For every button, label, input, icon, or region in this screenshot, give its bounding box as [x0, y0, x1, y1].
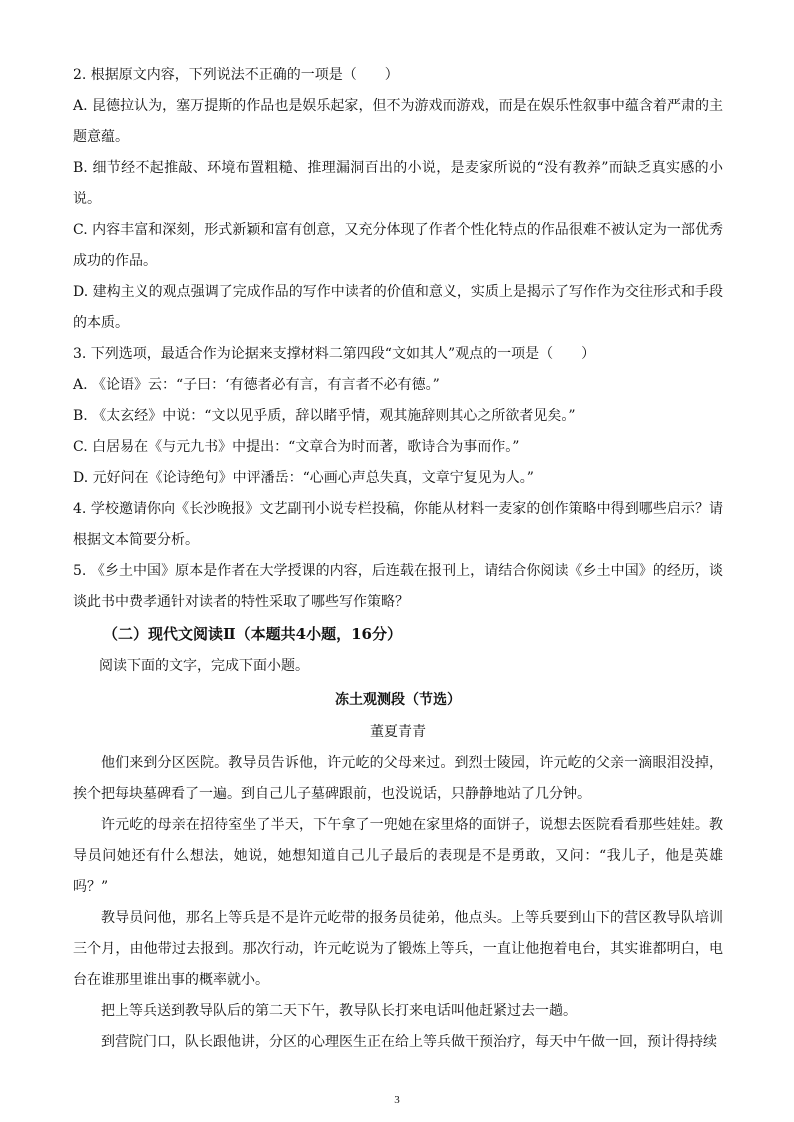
question-3-option-d: D. 元好问在《论诗绝句》中评潘岳：“心画心声总失真，文章宁复见为人。” — [73, 470, 534, 486]
page-number: 3 — [394, 1094, 400, 1106]
passage-title: 冻土观测段（节选） — [335, 692, 461, 708]
passage-paragraph: 到营院门口，队长跟他讲，分区的心理医生正在给上等兵做干预治疗，每天中午做一回，预计得持续 — [101, 1034, 717, 1050]
question-2-stem: 2. 根据原文内容，下列说法不正确的一项是（ ） — [73, 67, 399, 83]
question-3-stem: 3. 下列选项，最适合作为论据来支撑材料二第四段“文如其人”观点的一项是（ ） — [73, 346, 596, 362]
question-3-option-c: C. 白居易在《与元九书》中提出：“文章合为时而著，歌诗合为事而作。” — [73, 439, 520, 455]
passage-author: 董夏青青 — [370, 724, 426, 740]
section-instruction: 阅读下面的文字，完成下面小题。 — [99, 658, 309, 674]
question-2 — [73, 60, 723, 339]
question-4: 4. 学校邀请你向《长沙晚报》文艺副刊小说专栏投稿，你能从材料一麦家的创作策略中得到哪些启示？请根据文本简要分析。 — [73, 501, 723, 548]
passage-paragraph: 许元屹的母亲在招待室坐了半天，下午拿了一兜她在家里烙的面饼子，说想去医院看看那些娃娃。教导员问她还有什么想法，她说，她想知道自己儿子最后的表现是不是勇敢，又问：“我儿子，他是英雄吗？” — [73, 817, 723, 895]
passage-paragraph: 把上等兵送到教导队后的第二天下午，教导队长打来电话叫他赶紧过去一趟。 — [101, 1003, 577, 1019]
question-3-option-b: B. 《太玄经》中说：“文以见乎质，辞以睹乎情，观其施辞则其心之所欲者见矣。” — [73, 408, 576, 424]
passage-paragraph: 他们来到分区医院。教导员告诉他，许元屹的父母来过。到烈士陵园，许元屹的父亲一滴眼泪没掉，挨个把每块墓碑看了一遍。到自己儿子墓碑跟前，也没说话，只静静地站了几分钟。 — [73, 755, 723, 802]
question-3 — [73, 339, 723, 494]
question-5: 5. 《乡土中国》原本是作者在大学授课的内容，后连载在报刊上，请结合你阅读《乡土中国》的经历，谈谈此书中费孝通针对读者的特性采取了哪些写作策略？ — [73, 563, 723, 610]
document-page — [73, 60, 723, 1058]
question-3-option-a: A. 《论语》云：“子曰：‘有德者必有言，有言者不必有德。” — [73, 377, 440, 393]
question-2-option-a: A. 昆德拉认为，塞万提斯的作品也是娱乐起家，但不为游戏而游戏，而是在娱乐性叙事中蕴含着严肃的主题意蕴。 — [73, 98, 723, 145]
question-2-option-d: D. 建构主义的观点强调了完成作品的写作中读者的价值和意义，实质上是揭示了写作作为交往形式和手段的本质。 — [73, 284, 723, 331]
section-heading: （二）现代文阅读Ⅱ（本题共4小题，16分） — [103, 625, 402, 643]
passage-paragraph: 教导员问他，那名上等兵是不是许元屹带的报务员徒弟，他点头。上等兵要到山下的营区教导队培训三个月，由他带过去报到。那次行动，许元屹说为了锻炼上等兵，一直让他抱着电台，其实谁都明白，电台在谁那里谁出事的概率就小。 — [73, 910, 723, 988]
question-2-option-b: B. 细节经不起推敲、环境布置粗糙、推理漏洞百出的小说，是麦家所说的“没有教养”而缺乏真实感的小说。 — [73, 160, 723, 207]
question-2-option-c: C. 内容丰富和深刻，形式新颖和富有创意，又充分体现了作者个性化特点的作品很难不被认定为一部优秀成功的作品。 — [73, 222, 723, 269]
passage-body — [73, 748, 723, 1058]
